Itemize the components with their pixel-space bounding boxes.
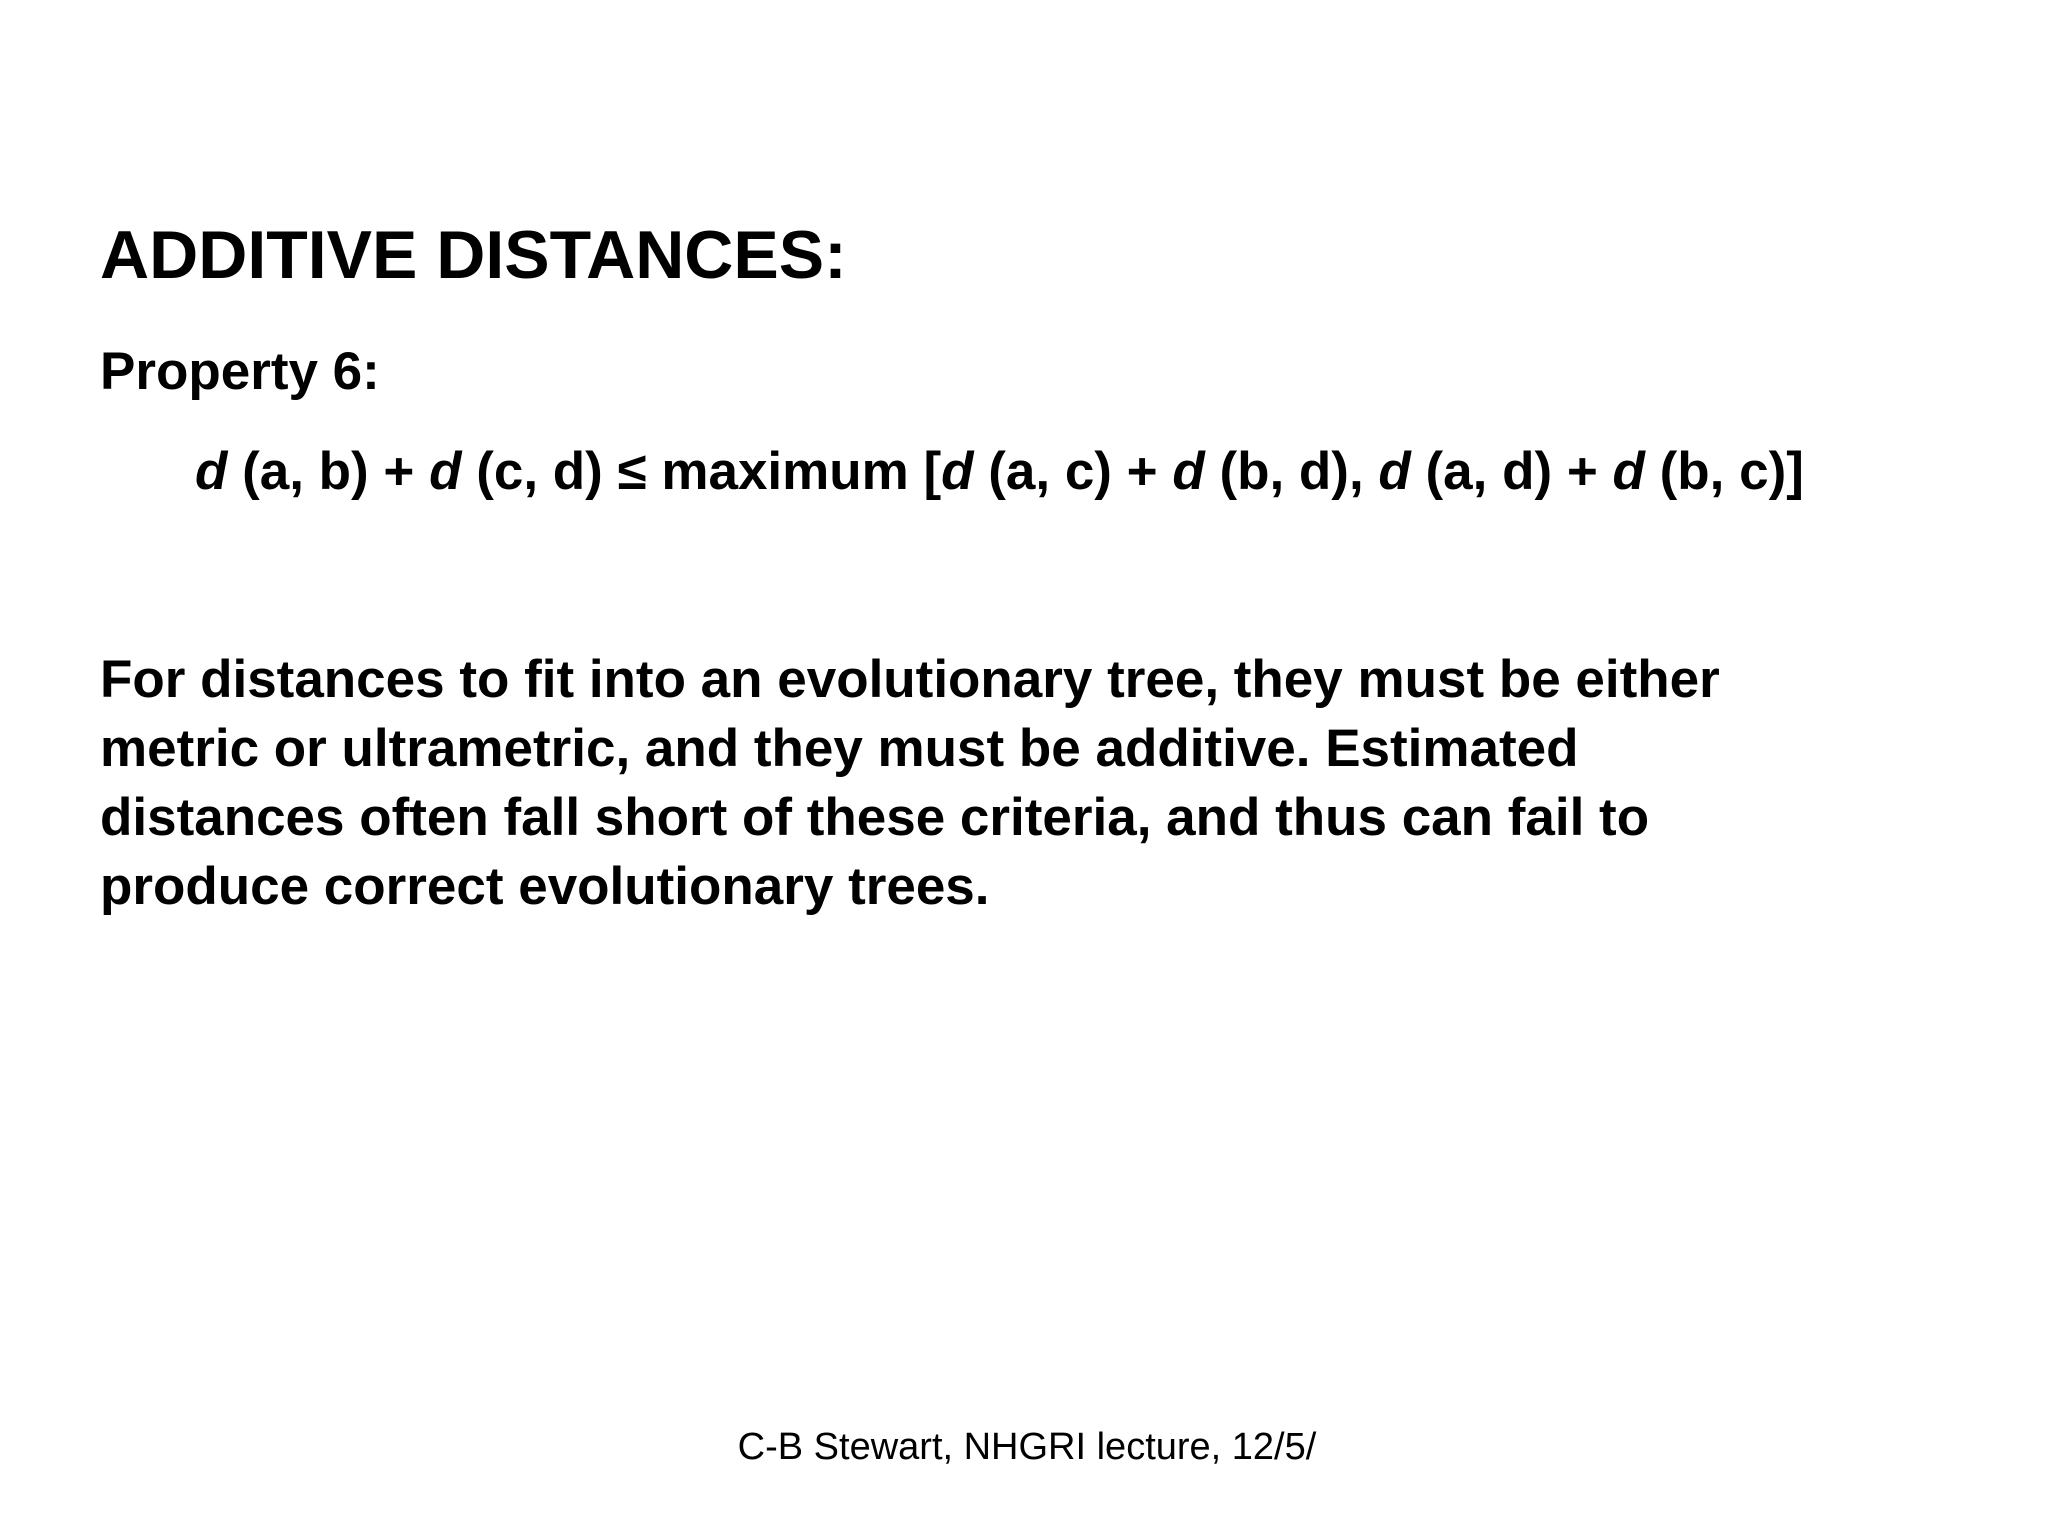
formula-symbol-d: d <box>195 442 228 501</box>
formula-symbol-d: d <box>1172 442 1205 501</box>
additive-distance-formula <box>195 440 1804 504</box>
formula-symbol-d: d <box>941 442 974 501</box>
formula-symbol-d: d <box>429 442 462 501</box>
explanation-line: produce correct evolutionary trees. <box>100 857 990 916</box>
explanation-paragraph <box>100 645 1940 921</box>
formula-symbol-d: d <box>1612 442 1645 501</box>
slide-title: ADDITIVE DISTANCES: <box>100 217 847 293</box>
explanation-line: For distances to fit into an evolutionary tree, they must be either <box>100 650 1720 709</box>
formula-text: (c, d) ≤ maximum [ <box>461 442 942 501</box>
property-label: Property 6: <box>100 342 380 401</box>
formula-text: (b, d), <box>1204 442 1379 501</box>
slide-footer <box>0 1424 2048 1470</box>
formula-text: (b, c)] <box>1644 442 1804 501</box>
formula-symbol-d: d <box>1378 442 1411 501</box>
formula-text: (a, d) + <box>1410 442 1613 501</box>
formula-text: (a, b) + <box>227 442 430 501</box>
explanation-line: metric or ultrametric, and they must be additive. Estimated <box>100 719 1579 778</box>
formula-text: (a, c) + <box>973 442 1173 501</box>
explanation-line: distances often fall short of these criteria, and thus can fail to <box>100 788 1650 847</box>
footer-text: C-B Stewart, NHGRI lecture, 12/5/ <box>737 1426 1317 1468</box>
